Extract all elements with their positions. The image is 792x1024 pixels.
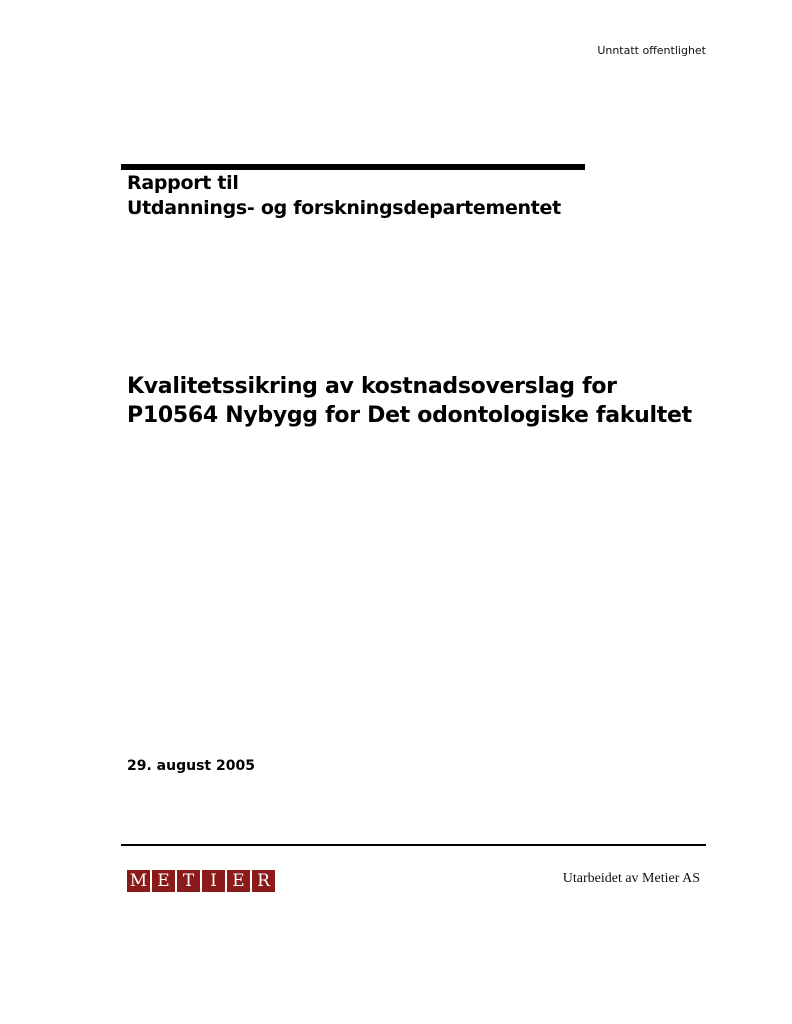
report-title-line-1: Kvalitetssikring av kostnadsoverslag for bbox=[127, 374, 617, 399]
prepared-by-label: Utarbeidet av Metier AS bbox=[562, 871, 700, 886]
recipient-line-2: Utdannings- og forskningsdepartementet bbox=[127, 197, 561, 219]
bottom-divider bbox=[121, 844, 706, 846]
logo-letter: T bbox=[177, 870, 200, 892]
report-date: 29. august 2005 bbox=[127, 758, 255, 774]
logo-letter: E bbox=[152, 870, 175, 892]
classification-label: Unntatt offentlighet bbox=[597, 44, 706, 57]
recipient-line-1: Rapport til bbox=[127, 172, 239, 194]
logo-letter: I bbox=[202, 870, 225, 892]
report-title bbox=[127, 372, 692, 430]
recipient-block bbox=[127, 171, 561, 221]
logo-letter: R bbox=[252, 870, 275, 892]
report-title-line-2: P10564 Nybygg for Det odontologiske fakultet bbox=[127, 403, 692, 428]
metier-logo bbox=[127, 870, 275, 892]
top-divider bbox=[121, 164, 585, 170]
logo-letter: M bbox=[127, 870, 150, 892]
logo-letter: E bbox=[227, 870, 250, 892]
